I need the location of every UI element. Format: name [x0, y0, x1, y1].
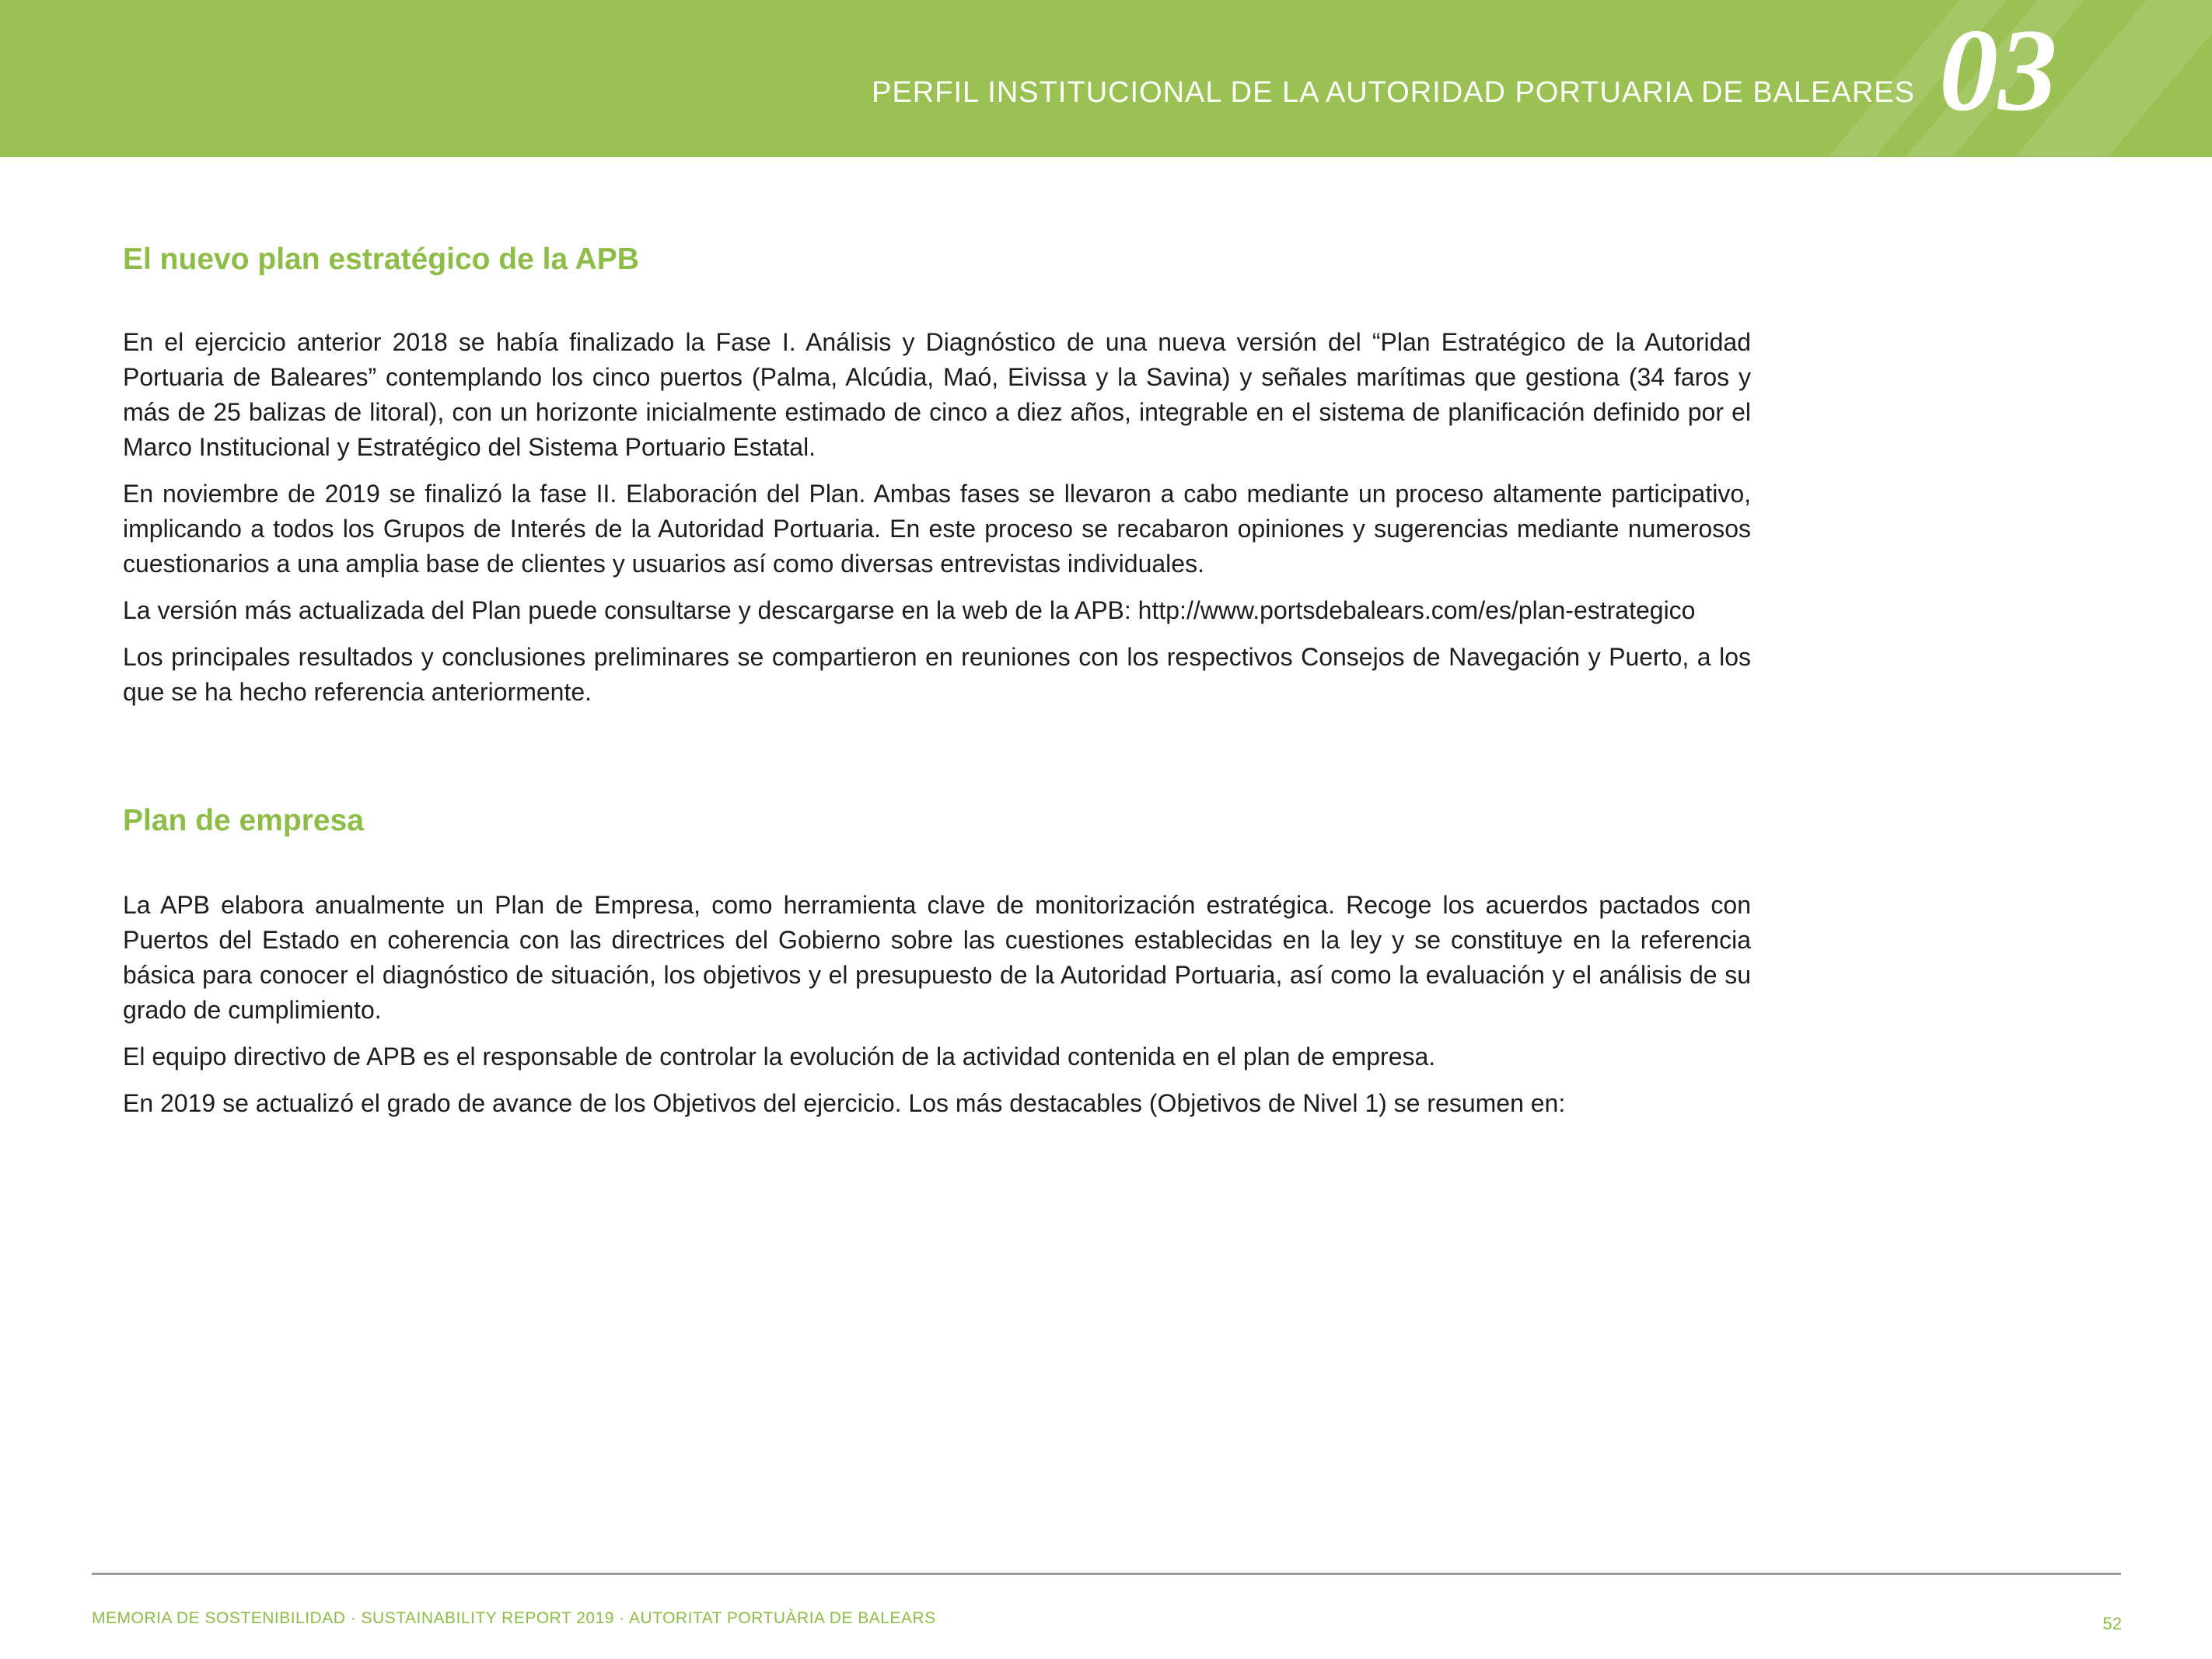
chapter-number: 03 — [1939, 5, 2057, 135]
paragraph: Los principales resultados y conclusiones preliminares se compartieron en reuniones con los respectivos Consejos de Navegación y Puerto, a los que se ha hecho referencia anteriormente. — [123, 643, 1751, 706]
section-body-plan-estrategico — [123, 325, 1751, 721]
footer-report-title — [92, 1609, 936, 1628]
paragraph: La versión más actualizada del Plan puede consultarse y descargarse en la web de la APB: http://www.portsdebalears.com/es/plan-estrategico — [123, 596, 1696, 624]
footer-organization: AUTORITAT PORTUÀRIA DE BALEARS — [628, 1609, 936, 1627]
paragraph: La APB elabora anualmente un Plan de Empresa, como herramienta clave de monitorización estratégica. Recoge los acuerdos pactados con Puertos del Estado en coherencia con las directrices del Gobierno sobre las cuestiones establecidas en la ley y se constituye en la referencia básica para conocer el diagnóstico de situación, los objetivos y el presupuesto de la Autoridad Portuaria, así como la evaluación y el análisis de su grado de cumplimiento. — [123, 891, 1751, 1024]
footer-divider — [92, 1573, 2121, 1575]
paragraph: El equipo directivo de APB es el responsable de controlar la evolución de la actividad contenida en el plan de empresa. — [123, 1043, 1436, 1070]
footer-report-name: MEMORIA DE SOSTENIBILIDAD · SUSTAINABILITY REPORT 2019 · — [92, 1609, 629, 1627]
section-heading-plan-estrategico: El nuevo plan estratégico de la APB — [123, 243, 639, 276]
paragraph: En noviembre de 2019 se finalizó la fase II. Elaboración del Plan. Ambas fases se llevaron a cabo mediante un proceso altamente participativo, implicando a todos los Grupos de Interés de la Autoridad Portuaria. En este proceso se recabaron opiniones y sugerencias mediante numerosos cuestionarios a una amplia base de clientes y usuarios así como diversas entrevistas individuales. — [123, 480, 1751, 578]
page-header — [0, 0, 2212, 157]
paragraph: En el ejercicio anterior 2018 se había finalizado la Fase I. Análisis y Diagnóstico de una nueva versión del “Plan Estratégico de la Autoridad Portuaria de Baleares” contemplando los cinco puertos (Palma, Alcúdia, Maó, Eivissa y la Savina) y señales marítimas que gestiona (34 faros y más de 25 balizas de litoral), con un horizonte inicialmente estimado de cinco a diez años, integrable en el sistema de planificación definido por el Marco Institucional y Estratégico del Sistema Portuario Estatal. — [123, 328, 1751, 461]
page-number: 52 — [2102, 1614, 2122, 1633]
section-heading-plan-empresa: Plan de empresa — [123, 804, 364, 837]
chapter-title: PERFIL INSTITUCIONAL DE LA AUTORIDAD PORTUARIA DE BALEARES — [872, 76, 1915, 109]
paragraph: En 2019 se actualizó el grado de avance de los Objetivos del ejercicio. Los más destacables (Objetivos de Nivel 1) se resumen en: — [123, 1089, 1566, 1117]
section-body-plan-empresa — [123, 888, 1751, 1133]
